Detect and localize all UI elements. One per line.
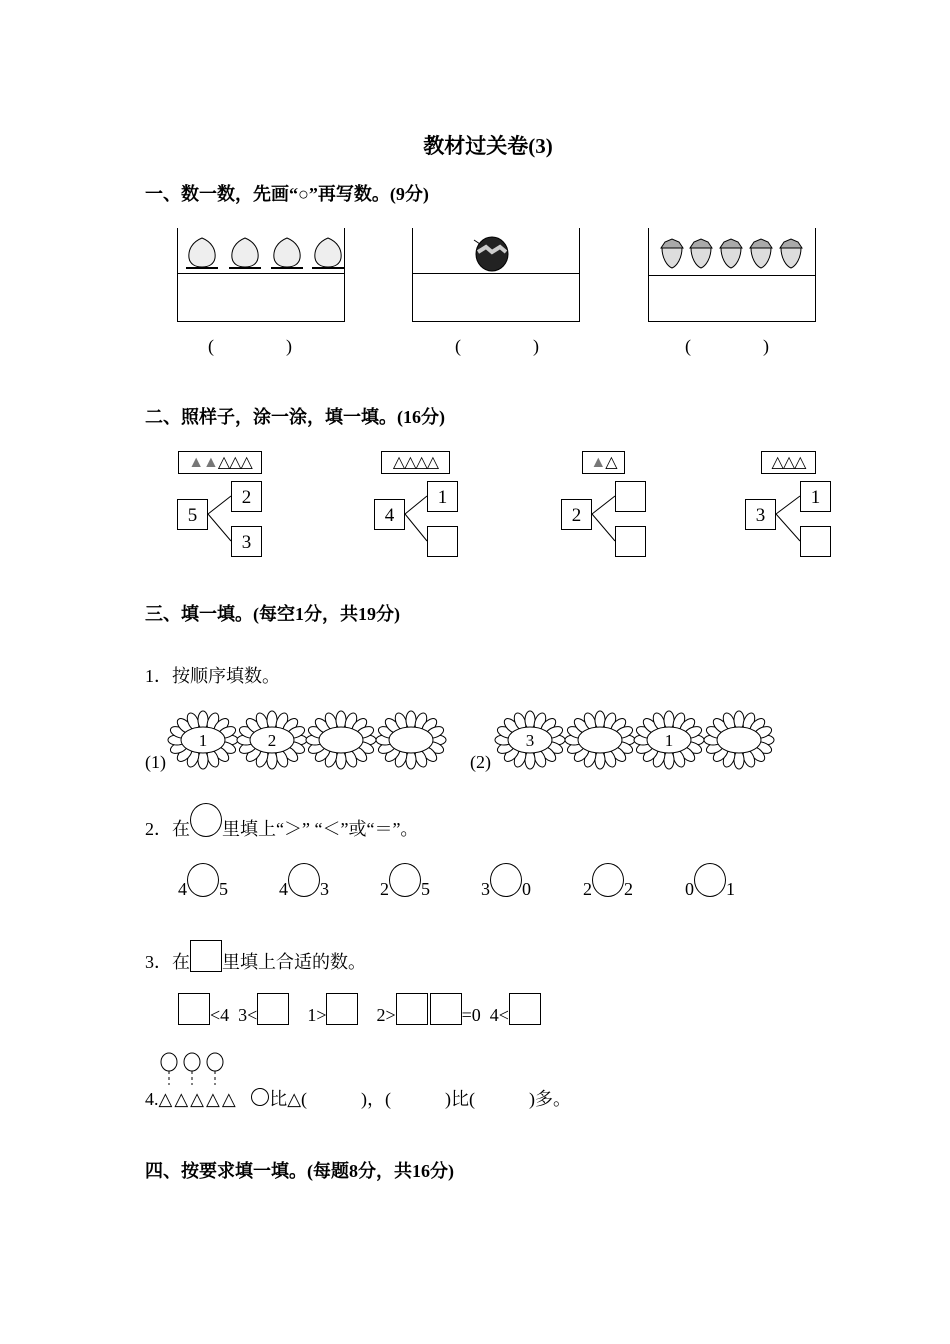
compare-circle[interactable]	[288, 863, 320, 897]
svg-text:1: 1	[664, 731, 674, 750]
total-box: 5	[177, 499, 208, 530]
fill-box[interactable]	[509, 993, 541, 1025]
q1-part2-label: (2)	[470, 752, 491, 772]
flower	[306, 711, 376, 769]
flower	[237, 711, 307, 769]
sample-triangles[interactable]: △△△	[761, 451, 816, 474]
compare-circle[interactable]	[694, 863, 726, 897]
part-box-top[interactable]: 2	[231, 481, 262, 512]
fill-box[interactable]	[396, 993, 428, 1025]
svg-text:3: 3	[525, 731, 535, 750]
section-1-heading: 一、数一数，先画“○”再写数。(9分)	[145, 184, 429, 204]
flower	[495, 711, 565, 769]
flower	[565, 711, 635, 769]
part-box-bottom[interactable]: 3	[231, 526, 262, 557]
svg-text:1: 1	[198, 731, 208, 750]
q3-label: 3．在 里填上合适的数。	[145, 940, 366, 974]
q1-part1-label: (1)	[145, 752, 166, 772]
part-box-top[interactable]: 1	[800, 481, 831, 512]
square-icon	[190, 940, 222, 972]
sample-triangles[interactable]: ▲▲△△△	[178, 451, 262, 474]
section-3-heading: 三、填一填。(每空1分，共19分)	[145, 604, 400, 624]
fill-box[interactable]	[257, 993, 289, 1025]
part-box-top[interactable]: 1	[427, 481, 458, 512]
circle-icon	[190, 803, 222, 837]
total-box: 2	[561, 499, 592, 530]
answer-paren-3[interactable]: ( )	[685, 336, 769, 356]
compare-item: 0 1	[685, 877, 735, 900]
fill-box[interactable]	[178, 993, 210, 1025]
compare-circle[interactable]	[592, 863, 624, 897]
answer-paren-1[interactable]: ( )	[208, 336, 292, 356]
compare-item: 2 2	[583, 877, 633, 900]
flower	[634, 711, 704, 769]
q3-items: <4 3< 1> 2> =0 4<	[178, 993, 541, 1026]
section-4-heading: 四、按要求填一填。(每题8分，共16分)	[145, 1161, 454, 1181]
compare-item: 4 5	[178, 877, 228, 900]
sample-triangles[interactable]: △△△△	[381, 451, 450, 474]
flower	[168, 711, 238, 769]
svg-text:2: 2	[267, 731, 277, 750]
page-title: 教材过关卷(3)	[423, 134, 553, 158]
compare-circle[interactable]	[389, 863, 421, 897]
compare-circle[interactable]	[490, 863, 522, 897]
q4-line: 4.△△△△△ 比△( )，( )比( )多。	[145, 1089, 572, 1109]
compare-circle[interactable]	[187, 863, 219, 897]
total-box: 4	[374, 499, 405, 530]
flower	[704, 711, 774, 769]
section-2-heading: 二、照样子，涂一涂，填一填。(16分)	[145, 407, 445, 427]
total-box: 3	[745, 499, 776, 530]
answer-paren-2[interactable]: ( )	[455, 336, 539, 356]
compare-item: 4 3	[279, 877, 329, 900]
fill-box[interactable]	[430, 993, 462, 1025]
q1-label: 1．按顺序填数。	[145, 666, 280, 686]
flower	[376, 711, 446, 769]
compare-item: 2 5	[380, 877, 430, 900]
fill-box[interactable]	[326, 993, 358, 1025]
compare-item: 3 0	[481, 877, 531, 900]
sample-triangles[interactable]: ▲△	[582, 451, 625, 474]
q2-label: 2．在 里填上“＞” “＜”或“＝”。	[145, 815, 418, 841]
circle-icon	[251, 1088, 269, 1106]
